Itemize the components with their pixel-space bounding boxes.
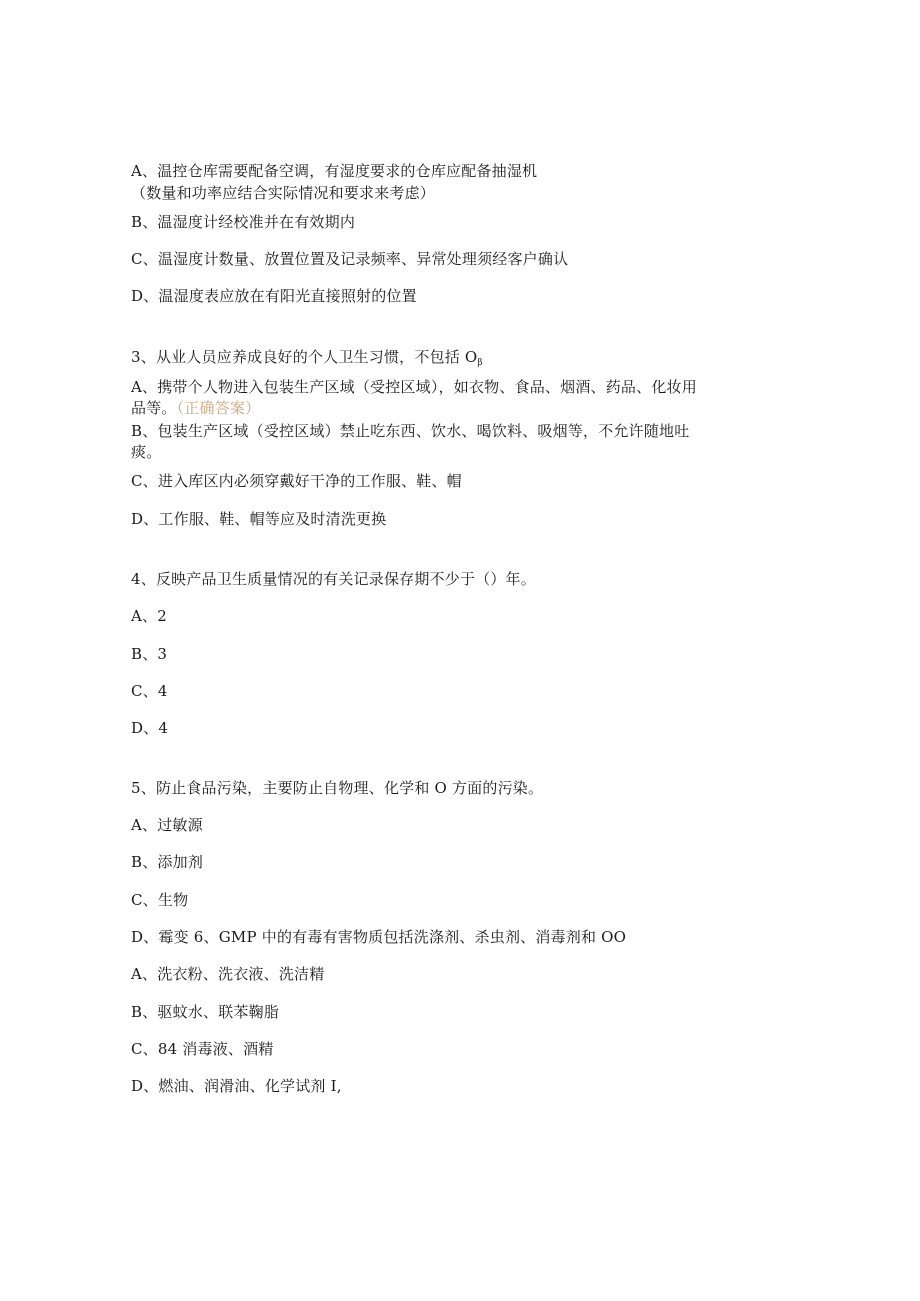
- correct-answer-label: （正确答案）: [176, 399, 261, 417]
- q4-option-d: D、4: [131, 719, 169, 737]
- q3-option-a-text: 品等。: [131, 399, 177, 417]
- q6-option-a: A、洗衣粉、洗衣液、洗洁精: [131, 965, 325, 983]
- q5-option-d: D、霉变 6、GMP 中的有毒有害物质包括洗涤剂、杀虫剂、消毒剂和 OO: [131, 928, 627, 946]
- q5-option-b: B、添加剂: [131, 853, 204, 871]
- q2-option-a-line1: A、温控仓库需要配备空调，有湿度要求的仓库应配备抽湿机: [131, 162, 538, 180]
- q3-option-d: D、工作服、鞋、帽等应及时清洗更换: [131, 510, 387, 528]
- q3-option-b-line2: 痰。: [131, 443, 162, 461]
- q4-question: 4、反映产品卫生质量情况的有关记录保存期不少于（）年。: [131, 570, 536, 588]
- q4-option-a: A、2: [131, 607, 167, 625]
- q3-question-sub: β: [477, 358, 483, 368]
- q3-option-a-line1: A、携带个人物进入包装生产区域（受控区域），如衣物、食品、烟酒、药品、化妆用: [131, 378, 697, 396]
- q6-option-c: C、84 消毒液、酒精: [131, 1040, 274, 1058]
- q6-option-b: B、驱蚊水、联苯鞠脂: [131, 1003, 280, 1021]
- q2-option-a-line2: （数量和功率应结合实际情况和要求来考虑）: [131, 184, 436, 202]
- q2-option-b: B、温湿度计经校准并在有效期内: [131, 213, 356, 231]
- q4-option-c: C、4: [131, 682, 168, 700]
- q3-question: [131, 348, 483, 372]
- q3-question-text: 3、从业人员应养成良好的个人卫生习惯，不包括 O: [131, 348, 478, 366]
- q5-option-a: A、过敏源: [131, 816, 203, 834]
- q2-option-d: D、温湿度表应放在有阳光直接照射的位置: [131, 287, 417, 305]
- q2-option-c: C、温湿度计数量、放置位置及记录频率、异常处理须经客户确认: [131, 250, 569, 268]
- q5-option-c: C、生物: [131, 891, 189, 909]
- q3-option-b-line1: B、包装生产区域（受控区域）禁止吃东西、饮水、喝饮料、吸烟等，不允许随地吐: [131, 422, 690, 440]
- q4-option-b: B、3: [131, 645, 168, 663]
- q5-question: 5、防止食品污染，主要防止自物理、化学和 O 方面的污染。: [131, 779, 544, 797]
- q6-option-d: D、燃油、润滑油、化学试剂 I,: [131, 1077, 342, 1095]
- q3-option-a-line2: [131, 399, 260, 417]
- q3-option-c: C、进入库区内必须穿戴好干净的工作服、鞋、帽: [131, 472, 462, 490]
